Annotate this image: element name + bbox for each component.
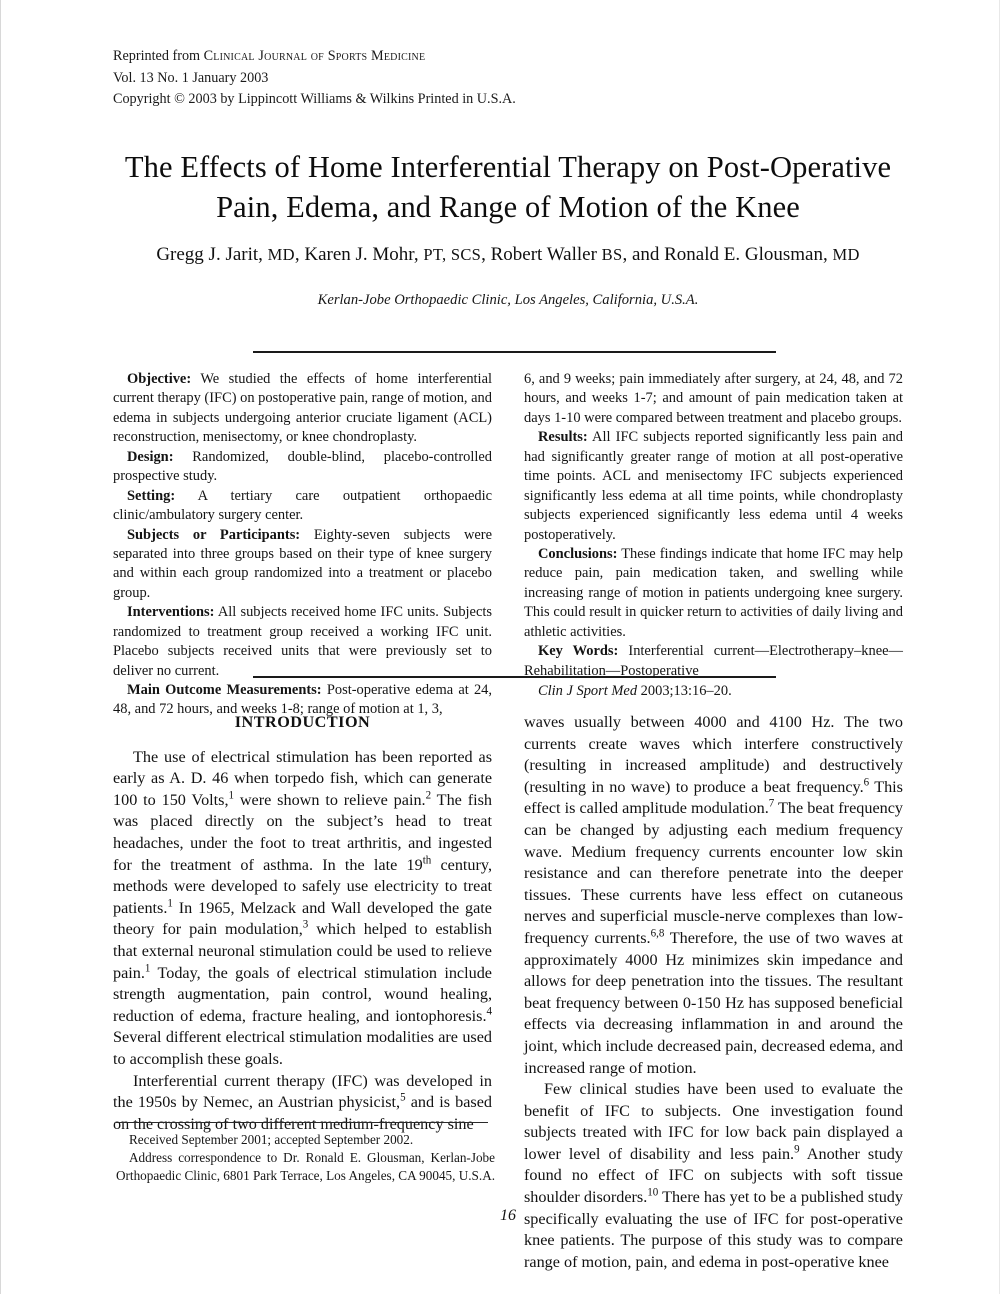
abstract-subjects-text: Eighty-seven subjects were separated into three groups based on their type of knee surgery and within each group randomized into a treatment or placebo group.	[113, 526, 492, 601]
abstract-design-text: Randomized, double-blind, placebo-controlled prospective study.	[113, 448, 492, 485]
abstract-objective-text: We studied the effects of home interferential current therapy (IFC) on postoperative pain, range of motion, and edema in subjects undergoing anterior cruciate ligament (ACL) reconstruction, menisectomy, or knee chondroplasty.	[113, 371, 492, 446]
abstract-measurements-continued: 6, and 9 weeks; pain immediately after surgery, at 24, 48, and 72 hours, and weeks 1-7; and amount of pain medication taken at days 1-10 were compared between treatment and placebo groups.	[524, 371, 903, 426]
abstract-objective	[113, 370, 492, 448]
abstract-design-label: Design:	[127, 448, 174, 465]
reference-marker-2: 2	[425, 789, 432, 802]
author-degrees-3: BS	[601, 245, 623, 264]
article-body	[113, 712, 903, 1273]
author-name-2: Karen J. Mohr,	[304, 244, 419, 265]
abstract-section	[113, 370, 903, 720]
reference-marker-3: 1	[167, 897, 173, 910]
reference-marker-8: 6	[863, 776, 870, 789]
abstract-setting-label: Setting:	[127, 487, 176, 504]
abstract-objective-label: Objective:	[127, 371, 192, 387]
intro-p2-seg-d: The beat frequency can be changed by adjusting each medium frequency wave. Medium frequency currents encounter low skin resistance and can therefore penetrate into the deeper tissues. These currents have less effect on cutaneous nerves and superficial muscle-nerve complexes than low-frequency currents.	[524, 799, 904, 947]
body-column-right	[524, 712, 903, 1273]
intro-p2-seg-a: Interferential current therapy (IFC) was developed in the 1950s by Nemec, an Austrian physicist,	[113, 1071, 492, 1112]
reference-marker-9: 7	[768, 797, 775, 810]
author-affiliation: Kerlan-Jobe Orthopaedic Clinic, Los Angeles, California, U.S.A.	[317, 292, 699, 308]
masthead-reprint-prefix: Reprinted from	[113, 48, 204, 64]
intro-p1-seg-f: which helped to establish that external neuronal stimulation could be used to relieve pain.	[113, 920, 493, 982]
reference-marker-10: 6,8	[650, 927, 665, 940]
abstract-results-text: All IFC subjects reported significantly less pain and had significantly greater range of motion at all post-operative time points. ACL and menisectomy IFC subjects experienced significantly less edema at all time points, while chondroplasty subjects experienced significantly less edema until 4 weeks postoperatively.	[524, 429, 903, 543]
reference-marker-11: 9	[794, 1143, 800, 1156]
abstract-setting-text: A tertiary care outpatient orthopaedic clinic/ambulatory surgery center.	[113, 487, 492, 524]
intro-p3-seg-b: Another study found no effect of IFC on subjects with soft tissue shoulder disorders.	[524, 1144, 903, 1207]
abstract-results-label: Results:	[538, 429, 588, 446]
intro-paragraph-2-continued	[524, 712, 903, 1079]
abstract-subjects-label: Subjects or Participants:	[127, 526, 301, 543]
reference-marker-12: 10	[647, 1186, 659, 1199]
intro-p1-seg-g: Today, the goals of electrical stimulation include strength augmentation, pain control, wound healing, reduction of edema, fracture healing, and iontophoresis.	[113, 963, 492, 1025]
intro-p1-seg-h: Several different electrical stimulation modalities are used to accomplish these goals.	[113, 1028, 492, 1068]
intro-p3-seg-c: There has yet to be a published study specifically evaluating the use of IFC for post-operative knee patients. The purpose of this study was to compare range of motion, pain, and edema in post-operative knee	[524, 1188, 903, 1271]
abstract-measurements-label: Main Outcome Measurements:	[127, 682, 322, 698]
reference-marker-6: 4	[486, 1005, 492, 1018]
footnote-separator-rule	[116, 1122, 488, 1123]
abstract-keywords-text: Interferential current—Electrotherapy–knee—Rehabilitation—Postoperative	[524, 643, 903, 679]
masthead-journal-name: Clinical Journal of Sports Medicine	[203, 48, 426, 64]
intro-p2-seg-b: waves usually between 4000 and 4100 Hz. The two currents create waves which interfere constructively (resulting in increased amplitude) and destructively (resulting in no wave) to produce a beat frequency.	[524, 713, 903, 796]
intro-p1-seg-c: The fish was placed directly on the subject’s head to treat headaches, under the foot to treat arthritis, and ingested for the treatment of asthma. In the late 19	[113, 790, 492, 874]
intro-paragraph-3	[524, 1079, 903, 1273]
intro-p1-seg-a: The use of electrical stimulation has been reported as early as A. D. 46 when torpedo fish, which can generate 100 to 150 Volts,	[113, 747, 492, 809]
citation-volume-pages: 2003;13:16–20.	[637, 683, 732, 699]
abstract-citation	[524, 682, 903, 701]
abstract-interventions	[113, 603, 492, 681]
intro-p1-seg-d: century, methods were developed to safely use electricity to treat patients.	[113, 855, 492, 917]
author-list: Gregg J. Jarit, MD, Karen J. Mohr, PT, SCS, Robert Waller BS, and Ronald E. Glousman, MD	[156, 244, 860, 265]
abstract-setting	[113, 487, 492, 526]
reference-marker-7: 5	[400, 1091, 406, 1104]
abstract-subjects	[113, 526, 492, 604]
abstract-measurements-text-part1: Post-operative edema at 24, 48, and 72 hours, and weeks 1-8; range of motion at 1, 3,	[113, 682, 492, 718]
intro-p1-seg-e: In 1965, Melzack and Wall developed the gate theory for pain modulation,	[113, 898, 492, 939]
abstract-column-right	[524, 370, 903, 720]
author-degrees-1: MD	[267, 245, 295, 264]
author-name-3: Robert Waller	[490, 244, 597, 265]
masthead-reprint-line	[113, 46, 753, 68]
abstract-keywords	[524, 642, 903, 681]
title-line-2: Pain, Edema, and Range of Motion of the Knee	[216, 190, 800, 225]
abstract-design	[113, 448, 492, 487]
abstract-conclusions	[524, 545, 903, 642]
abstract-top-rule	[253, 351, 776, 353]
page-number: 16	[500, 1207, 516, 1224]
intro-p3-seg-a: Few clinical studies have been used to evaluate the benefit of IFC to subjects. One investigation found subjects treated with IFC for low back pain displayed a lower level of disability and less pain.	[524, 1080, 903, 1163]
masthead-volume-line: Vol. 13 No. 1 January 2003	[113, 69, 269, 86]
intro-paragraph-1	[113, 747, 492, 1071]
author-degrees-2: PT, SCS	[423, 245, 482, 264]
author-degrees-4: MD	[832, 245, 860, 264]
abstract-interventions-text: All subjects received home IFC units. Subjects randomized to treatment group received a working IFC unit. Placebo subjects received units that were previously set to deliver no current.	[113, 604, 492, 679]
masthead-copyright-line: Copyright © 2003 by Lippincott Williams & Wilkins Printed in U.S.A.	[113, 91, 516, 108]
body-column-left	[113, 712, 492, 1273]
intro-p1-seg-b: were shown to relieve pain.	[234, 790, 426, 809]
abstract-keywords-label: Key Words:	[538, 643, 619, 660]
footnote-block	[116, 1131, 495, 1184]
footnote-correspondence: Address correspondence to Dr. Ronald E. Glousman, Kerlan-Jobe Orthopaedic Clinic, 6801 Park Terrace, Los Angeles, CA 90045, U.S.A.	[116, 1149, 496, 1183]
intro-paragraph-2-start	[113, 1071, 492, 1136]
author-name-1: Gregg J. Jarit,	[156, 244, 263, 265]
author-name-4: and Ronald E. Glousman,	[631, 244, 828, 265]
footnote-received-dates: Received September 2001; accepted September 2002.	[129, 1132, 414, 1147]
intro-p2-seg-e: Therefore, the use of two waves at approximately 4000 Hz minimizes skin impedance and allows for deep penetration into the tissues. The resultant beat frequency between 0-150 Hz has supposed beneficial effects via decreasing inflammation in and around the joint, which include decreased pain, decreased edema, and increased range of motion.	[524, 928, 903, 1077]
reference-marker-4: 3	[302, 918, 309, 931]
abstract-column-left	[113, 370, 492, 720]
abstract-interventions-label: Interventions:	[127, 604, 215, 621]
intro-p2-lead-tail: and is based on the crossing of two different medium-frequency sine	[113, 1093, 492, 1133]
citation-journal: Clin J Sport Med	[538, 683, 638, 699]
page-title	[121, 148, 895, 227]
intro-p2-seg-c: This effect is called amplitude modulation.	[524, 777, 903, 818]
abstract-conclusions-label: Conclusions:	[538, 545, 618, 562]
abstract-conclusions-text: These findings indicate that home IFC may help reduce pain, pain medication taken, and swelling while increasing range of motion in patients undergoing knee surgery. This could result in quicker return to activities of daily living and athletic activities.	[524, 545, 903, 640]
reference-marker-1: 1	[228, 789, 234, 802]
title-line-1: The Effects of Home Interferential Therapy on Post-Operative	[124, 150, 892, 185]
reference-marker-5: 1	[144, 962, 151, 975]
abstract-results	[524, 428, 903, 545]
ordinal-marker-th: th	[422, 854, 432, 867]
section-heading-introduction: INTRODUCTION	[234, 713, 371, 731]
page-content-area	[113, 0, 903, 1294]
masthead	[113, 46, 753, 111]
